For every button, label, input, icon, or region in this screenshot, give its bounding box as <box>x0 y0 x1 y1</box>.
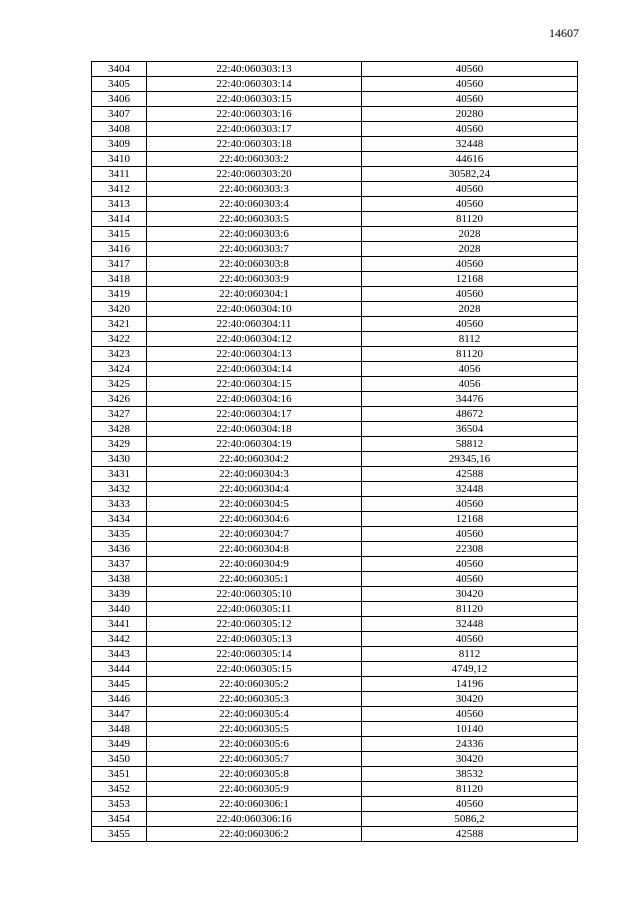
value-cell: 12168 <box>362 512 578 527</box>
value-cell: 40560 <box>362 797 578 812</box>
value-cell: 8112 <box>362 647 578 662</box>
value-cell: 22308 <box>362 542 578 557</box>
cadastral-number-cell: 22:40:060305:2 <box>147 677 362 692</box>
cadastral-number-cell: 22:40:060303:9 <box>147 272 362 287</box>
row-number-cell: 3435 <box>92 527 147 542</box>
cadastral-number-cell: 22:40:060306:16 <box>147 812 362 827</box>
row-number-cell: 3413 <box>92 197 147 212</box>
row-number-cell: 3406 <box>92 92 147 107</box>
table-row <box>92 632 578 647</box>
table-row <box>92 347 578 362</box>
value-cell: 40560 <box>362 77 578 92</box>
row-number-cell: 3423 <box>92 347 147 362</box>
cadastral-number-cell: 22:40:060303:6 <box>147 227 362 242</box>
row-number-cell: 3437 <box>92 557 147 572</box>
cadastral-number-cell: 22:40:060303:3 <box>147 182 362 197</box>
cadastral-number-cell: 22:40:060304:18 <box>147 422 362 437</box>
row-number-cell: 3408 <box>92 122 147 137</box>
cadastral-number-cell: 22:40:060305:4 <box>147 707 362 722</box>
row-number-cell: 3439 <box>92 587 147 602</box>
cadastral-number-cell: 22:40:060306:1 <box>147 797 362 812</box>
value-cell: 36504 <box>362 422 578 437</box>
row-number-cell: 3416 <box>92 242 147 257</box>
row-number-cell: 3419 <box>92 287 147 302</box>
table-row <box>92 137 578 152</box>
table-row <box>92 752 578 767</box>
value-cell: 24336 <box>362 737 578 752</box>
cadastral-number-cell: 22:40:060303:4 <box>147 197 362 212</box>
table-row <box>92 377 578 392</box>
table-row <box>92 212 578 227</box>
cadastral-number-cell: 22:40:060304:1 <box>147 287 362 302</box>
table-row <box>92 197 578 212</box>
cadastral-number-cell: 22:40:060303:18 <box>147 137 362 152</box>
cadastral-number-cell: 22:40:060304:13 <box>147 347 362 362</box>
row-number-cell: 3447 <box>92 707 147 722</box>
table-row <box>92 362 578 377</box>
value-cell: 81120 <box>362 602 578 617</box>
value-cell: 81120 <box>362 347 578 362</box>
cadastral-number-cell: 22:40:060304:14 <box>147 362 362 377</box>
value-cell: 32448 <box>362 482 578 497</box>
cadastral-number-cell: 22:40:060305:12 <box>147 617 362 632</box>
value-cell: 40560 <box>362 527 578 542</box>
table-row <box>92 317 578 332</box>
table-row <box>92 797 578 812</box>
value-cell: 10140 <box>362 722 578 737</box>
row-number-cell: 3424 <box>92 362 147 377</box>
cadastral-number-cell: 22:40:060305:15 <box>147 662 362 677</box>
table-row <box>92 167 578 182</box>
value-cell: 30420 <box>362 692 578 707</box>
table-row <box>92 182 578 197</box>
row-number-cell: 3407 <box>92 107 147 122</box>
row-number-cell: 3443 <box>92 647 147 662</box>
cadastral-number-cell: 22:40:060304:6 <box>147 512 362 527</box>
value-cell: 20280 <box>362 107 578 122</box>
value-cell: 58812 <box>362 437 578 452</box>
cadastral-number-cell: 22:40:060303:17 <box>147 122 362 137</box>
table-row <box>92 77 578 92</box>
cadastral-number-cell: 22:40:060304:10 <box>147 302 362 317</box>
value-cell: 34476 <box>362 392 578 407</box>
value-cell: 32448 <box>362 617 578 632</box>
value-cell: 48672 <box>362 407 578 422</box>
cadastral-number-cell: 22:40:060305:5 <box>147 722 362 737</box>
value-cell: 29345,16 <box>362 452 578 467</box>
value-cell: 40560 <box>362 707 578 722</box>
value-cell: 81120 <box>362 212 578 227</box>
table-row <box>92 272 578 287</box>
row-number-cell: 3450 <box>92 752 147 767</box>
cadastral-number-cell: 22:40:060303:15 <box>147 92 362 107</box>
data-table <box>91 61 578 842</box>
cadastral-number-cell: 22:40:060305:14 <box>147 647 362 662</box>
value-cell: 8112 <box>362 332 578 347</box>
cadastral-number-cell: 22:40:060304:5 <box>147 497 362 512</box>
value-cell: 4056 <box>362 362 578 377</box>
table-row <box>92 92 578 107</box>
row-number-cell: 3431 <box>92 467 147 482</box>
row-number-cell: 3420 <box>92 302 147 317</box>
value-cell: 2028 <box>362 302 578 317</box>
table-row <box>92 242 578 257</box>
table-row <box>92 602 578 617</box>
row-number-cell: 3426 <box>92 392 147 407</box>
table-row <box>92 677 578 692</box>
value-cell: 5086,2 <box>362 812 578 827</box>
value-cell: 40560 <box>362 257 578 272</box>
value-cell: 32448 <box>362 137 578 152</box>
table-row <box>92 422 578 437</box>
cadastral-number-cell: 22:40:060305:3 <box>147 692 362 707</box>
table-row <box>92 617 578 632</box>
row-number-cell: 3441 <box>92 617 147 632</box>
table-row <box>92 227 578 242</box>
cadastral-number-cell: 22:40:060303:7 <box>147 242 362 257</box>
value-cell: 40560 <box>362 497 578 512</box>
row-number-cell: 3445 <box>92 677 147 692</box>
row-number-cell: 3448 <box>92 722 147 737</box>
row-number-cell: 3433 <box>92 497 147 512</box>
table-body <box>92 62 578 842</box>
table-row <box>92 437 578 452</box>
value-cell: 14196 <box>362 677 578 692</box>
cadastral-number-cell: 22:40:060304:19 <box>147 437 362 452</box>
cadastral-number-cell: 22:40:060305:6 <box>147 737 362 752</box>
table-row <box>92 782 578 797</box>
table-row <box>92 257 578 272</box>
value-cell: 40560 <box>362 122 578 137</box>
value-cell: 44616 <box>362 152 578 167</box>
row-number-cell: 3449 <box>92 737 147 752</box>
value-cell: 12168 <box>362 272 578 287</box>
table-row <box>92 107 578 122</box>
table-row <box>92 122 578 137</box>
value-cell: 40560 <box>362 62 578 77</box>
value-cell: 38532 <box>362 767 578 782</box>
row-number-cell: 3440 <box>92 602 147 617</box>
cadastral-number-cell: 22:40:060303:14 <box>147 77 362 92</box>
cadastral-number-cell: 22:40:060304:12 <box>147 332 362 347</box>
table-row <box>92 512 578 527</box>
table-row <box>92 62 578 77</box>
table-row <box>92 332 578 347</box>
value-cell: 40560 <box>362 287 578 302</box>
cadastral-number-cell: 22:40:060304:16 <box>147 392 362 407</box>
table-row <box>92 827 578 842</box>
value-cell: 30582,24 <box>362 167 578 182</box>
row-number-cell: 3405 <box>92 77 147 92</box>
value-cell: 2028 <box>362 242 578 257</box>
value-cell: 2028 <box>362 227 578 242</box>
table-row <box>92 662 578 677</box>
value-cell: 30420 <box>362 752 578 767</box>
row-number-cell: 3417 <box>92 257 147 272</box>
row-number-cell: 3412 <box>92 182 147 197</box>
value-cell: 81120 <box>362 782 578 797</box>
row-number-cell: 3438 <box>92 572 147 587</box>
cadastral-number-cell: 22:40:060304:4 <box>147 482 362 497</box>
cadastral-number-cell: 22:40:060305:13 <box>147 632 362 647</box>
cadastral-number-cell: 22:40:060305:9 <box>147 782 362 797</box>
row-number-cell: 3427 <box>92 407 147 422</box>
row-number-cell: 3434 <box>92 512 147 527</box>
cadastral-number-cell: 22:40:060305:1 <box>147 572 362 587</box>
cadastral-number-cell: 22:40:060303:20 <box>147 167 362 182</box>
cadastral-number-cell: 22:40:060304:9 <box>147 557 362 572</box>
row-number-cell: 3418 <box>92 272 147 287</box>
row-number-cell: 3414 <box>92 212 147 227</box>
cadastral-number-cell: 22:40:060303:13 <box>147 62 362 77</box>
table-row <box>92 392 578 407</box>
cadastral-number-cell: 22:40:060304:15 <box>147 377 362 392</box>
value-cell: 40560 <box>362 632 578 647</box>
table-row <box>92 707 578 722</box>
value-cell: 40560 <box>362 92 578 107</box>
row-number-cell: 3429 <box>92 437 147 452</box>
cadastral-number-cell: 22:40:060306:2 <box>147 827 362 842</box>
value-cell: 42588 <box>362 827 578 842</box>
cadastral-number-cell: 22:40:060304:3 <box>147 467 362 482</box>
cadastral-number-cell: 22:40:060304:17 <box>147 407 362 422</box>
cadastral-number-cell: 22:40:060304:7 <box>147 527 362 542</box>
table-row <box>92 647 578 662</box>
table-row <box>92 497 578 512</box>
table-row <box>92 722 578 737</box>
page-number: 14607 <box>549 26 579 40</box>
row-number-cell: 3451 <box>92 767 147 782</box>
table-row <box>92 152 578 167</box>
value-cell: 30420 <box>362 587 578 602</box>
value-cell: 40560 <box>362 557 578 572</box>
row-number-cell: 3455 <box>92 827 147 842</box>
cadastral-number-cell: 22:40:060305:8 <box>147 767 362 782</box>
table-row <box>92 557 578 572</box>
value-cell: 4056 <box>362 377 578 392</box>
value-cell: 4749,12 <box>362 662 578 677</box>
table-row <box>92 572 578 587</box>
table-row <box>92 812 578 827</box>
cadastral-number-cell: 22:40:060305:11 <box>147 602 362 617</box>
cadastral-number-cell: 22:40:060303:5 <box>147 212 362 227</box>
table-row <box>92 542 578 557</box>
table-row <box>92 587 578 602</box>
row-number-cell: 3411 <box>92 167 147 182</box>
table-row <box>92 527 578 542</box>
table-row <box>92 407 578 422</box>
cadastral-number-cell: 22:40:060304:11 <box>147 317 362 332</box>
row-number-cell: 3409 <box>92 137 147 152</box>
row-number-cell: 3422 <box>92 332 147 347</box>
cadastral-number-cell: 22:40:060305:10 <box>147 587 362 602</box>
value-cell: 40560 <box>362 197 578 212</box>
row-number-cell: 3436 <box>92 542 147 557</box>
row-number-cell: 3446 <box>92 692 147 707</box>
table-row <box>92 692 578 707</box>
cadastral-number-cell: 22:40:060304:2 <box>147 452 362 467</box>
row-number-cell: 3404 <box>92 62 147 77</box>
row-number-cell: 3415 <box>92 227 147 242</box>
cadastral-number-cell: 22:40:060305:7 <box>147 752 362 767</box>
value-cell: 40560 <box>362 317 578 332</box>
table-row <box>92 767 578 782</box>
row-number-cell: 3421 <box>92 317 147 332</box>
cadastral-number-cell: 22:40:060303:2 <box>147 152 362 167</box>
cadastral-number-cell: 22:40:060303:8 <box>147 257 362 272</box>
table-row <box>92 287 578 302</box>
row-number-cell: 3454 <box>92 812 147 827</box>
row-number-cell: 3430 <box>92 452 147 467</box>
row-number-cell: 3428 <box>92 422 147 437</box>
row-number-cell: 3425 <box>92 377 147 392</box>
value-cell: 40560 <box>362 572 578 587</box>
value-cell: 42588 <box>362 467 578 482</box>
table-row <box>92 482 578 497</box>
table-row <box>92 302 578 317</box>
row-number-cell: 3452 <box>92 782 147 797</box>
row-number-cell: 3432 <box>92 482 147 497</box>
cadastral-number-cell: 22:40:060304:8 <box>147 542 362 557</box>
table-row <box>92 737 578 752</box>
row-number-cell: 3442 <box>92 632 147 647</box>
row-number-cell: 3453 <box>92 797 147 812</box>
row-number-cell: 3410 <box>92 152 147 167</box>
table-row <box>92 467 578 482</box>
table-row <box>92 452 578 467</box>
cadastral-number-cell: 22:40:060303:16 <box>147 107 362 122</box>
row-number-cell: 3444 <box>92 662 147 677</box>
value-cell: 40560 <box>362 182 578 197</box>
